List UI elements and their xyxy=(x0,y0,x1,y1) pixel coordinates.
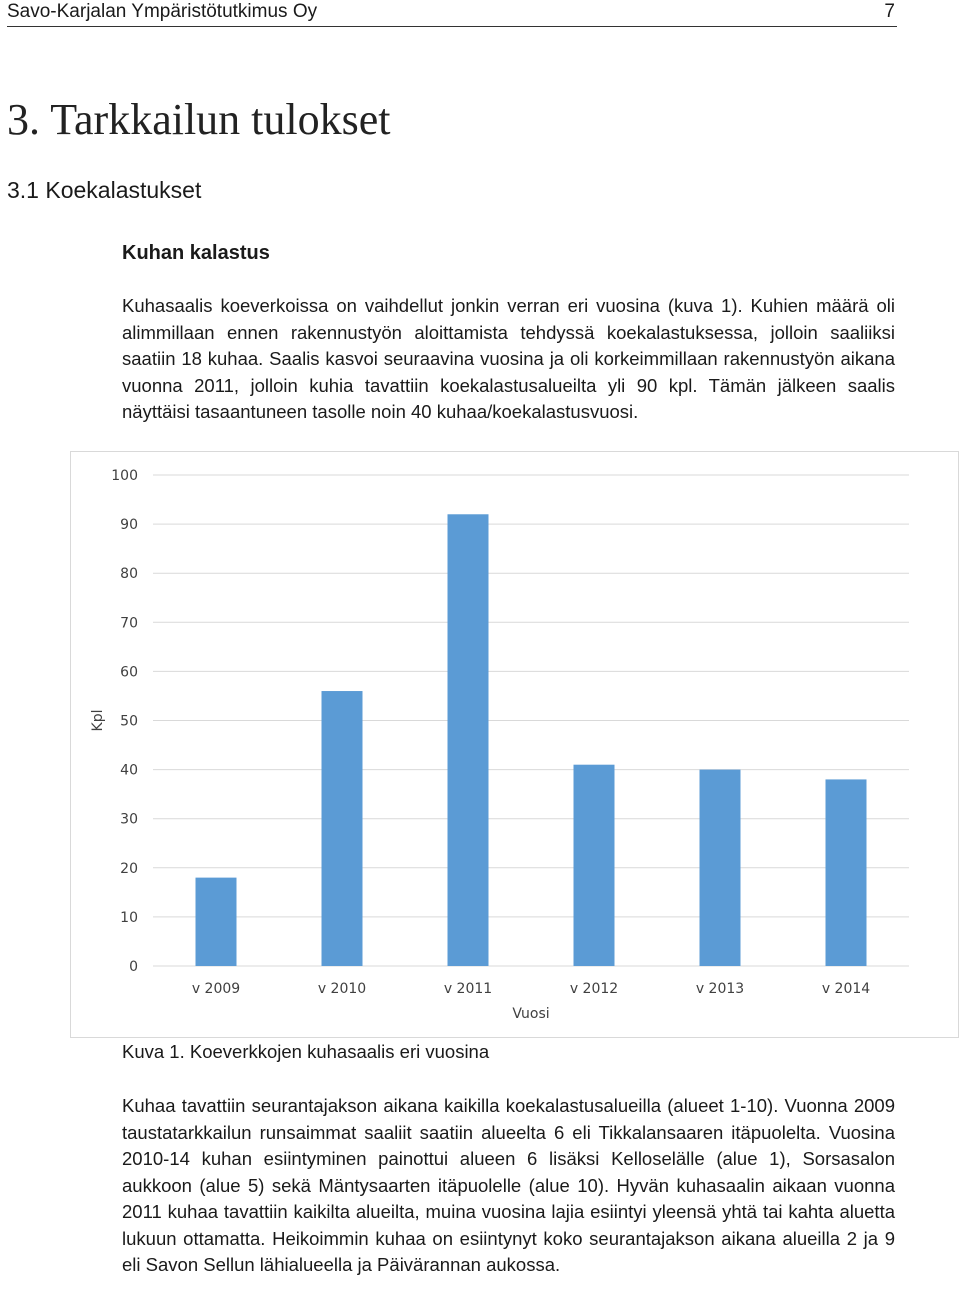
x-tick-label: v 2011 xyxy=(443,981,493,997)
x-tick-label: v 2010 xyxy=(317,981,367,997)
subsection-title: 3.1 Koekalastukset xyxy=(7,177,202,203)
bar xyxy=(448,514,489,966)
x-tick-label: v 2012 xyxy=(569,981,619,997)
figure-caption: Kuva 1. Koeverkkojen kuhasaalis eri vuosina xyxy=(122,1041,490,1062)
y-tick-label: 90 xyxy=(120,517,138,534)
bar xyxy=(574,765,615,966)
bar xyxy=(700,770,741,966)
y-tick-label: 0 xyxy=(129,959,138,975)
y-tick-label: 100 xyxy=(111,468,138,484)
section-title: 3. Tarkkailun tulokset xyxy=(7,95,391,144)
y-axis-title: Kpl xyxy=(90,709,106,732)
y-tick-label: 20 xyxy=(120,860,138,877)
bar xyxy=(196,878,237,966)
y-tick-label: 70 xyxy=(120,615,138,632)
body-paragraph-1: Kuhasaalis koeverkoissa on vaihdellut jonkin verran eri vuosina (kuva 1). Kuhien määrä oli alimmillaan ennen rakennustyön aloittamista tehdyssä koekalastuksessa, jolloin saaliiksi saatiin 18 kuhaa. Saalis kasvoi seuraavina vuosina ja oli korkeimmillaan rakennustyön aikana vuonna 2011, jolloin kuhia tavattiin koekalastusalueilta yli 90 kpl. Tämän jälkeen saalis näyttäisi tasaantuneen tasolle noin 40 kuhaa/koekalastusvuosi. xyxy=(122,295,895,422)
organization-name: Savo-Karjalan Ympäristötutkimus Oy xyxy=(7,1,318,22)
bar xyxy=(826,779,867,966)
y-tick-label: 30 xyxy=(120,811,138,828)
body-paragraph-2: Kuhaa tavattiin seurantajakson aikana kaikilla koekalastusalueilla (alueet 1-10). Vuonna 2009 taustatarkkailun runsaimmat saaliit saatiin alueelta 6 eli Tikkalansaaren itäpuolelta. Vuosina 2010-14 kuhan esiintyminen painottui alueen 6 lisäksi Kelloselälle (alue 1), Sorsasalon aukkoon (alue 5) sekä Mäntysaarten itäpuolelle (alue 10). Hyvän kuhasaalin aikaan vuonna 2011 kuhaa tavattiin kaikilta alueilta, muina vuosina lajia esiintyi yleensä yhtä tai kahta aluetta lukuun ottamatta. Heikoimmin kuhaa on esiintynyt koko seurantajakson aikana alueilla 2 ja 9 eli Savon Sellun lähialueella ja Päivärannan aukossa. xyxy=(122,1095,895,1275)
chart-canvas xyxy=(71,452,960,1039)
bar-chart xyxy=(70,451,959,1038)
x-tick-label: v 2009 xyxy=(191,981,241,997)
page-header xyxy=(7,0,897,27)
x-tick-label: v 2013 xyxy=(695,981,745,997)
y-tick-label: 10 xyxy=(120,909,138,926)
y-tick-label: 40 xyxy=(120,762,138,779)
y-tick-label: 80 xyxy=(120,566,138,583)
page-number: 7 xyxy=(884,1,895,22)
x-tick-label: v 2014 xyxy=(821,981,871,997)
subheading: Kuhan kalastus xyxy=(122,242,270,264)
y-tick-label: 50 xyxy=(120,713,138,730)
bar xyxy=(322,691,363,966)
y-tick-label: 60 xyxy=(120,664,138,681)
x-axis-title: Vuosi xyxy=(512,1006,550,1022)
